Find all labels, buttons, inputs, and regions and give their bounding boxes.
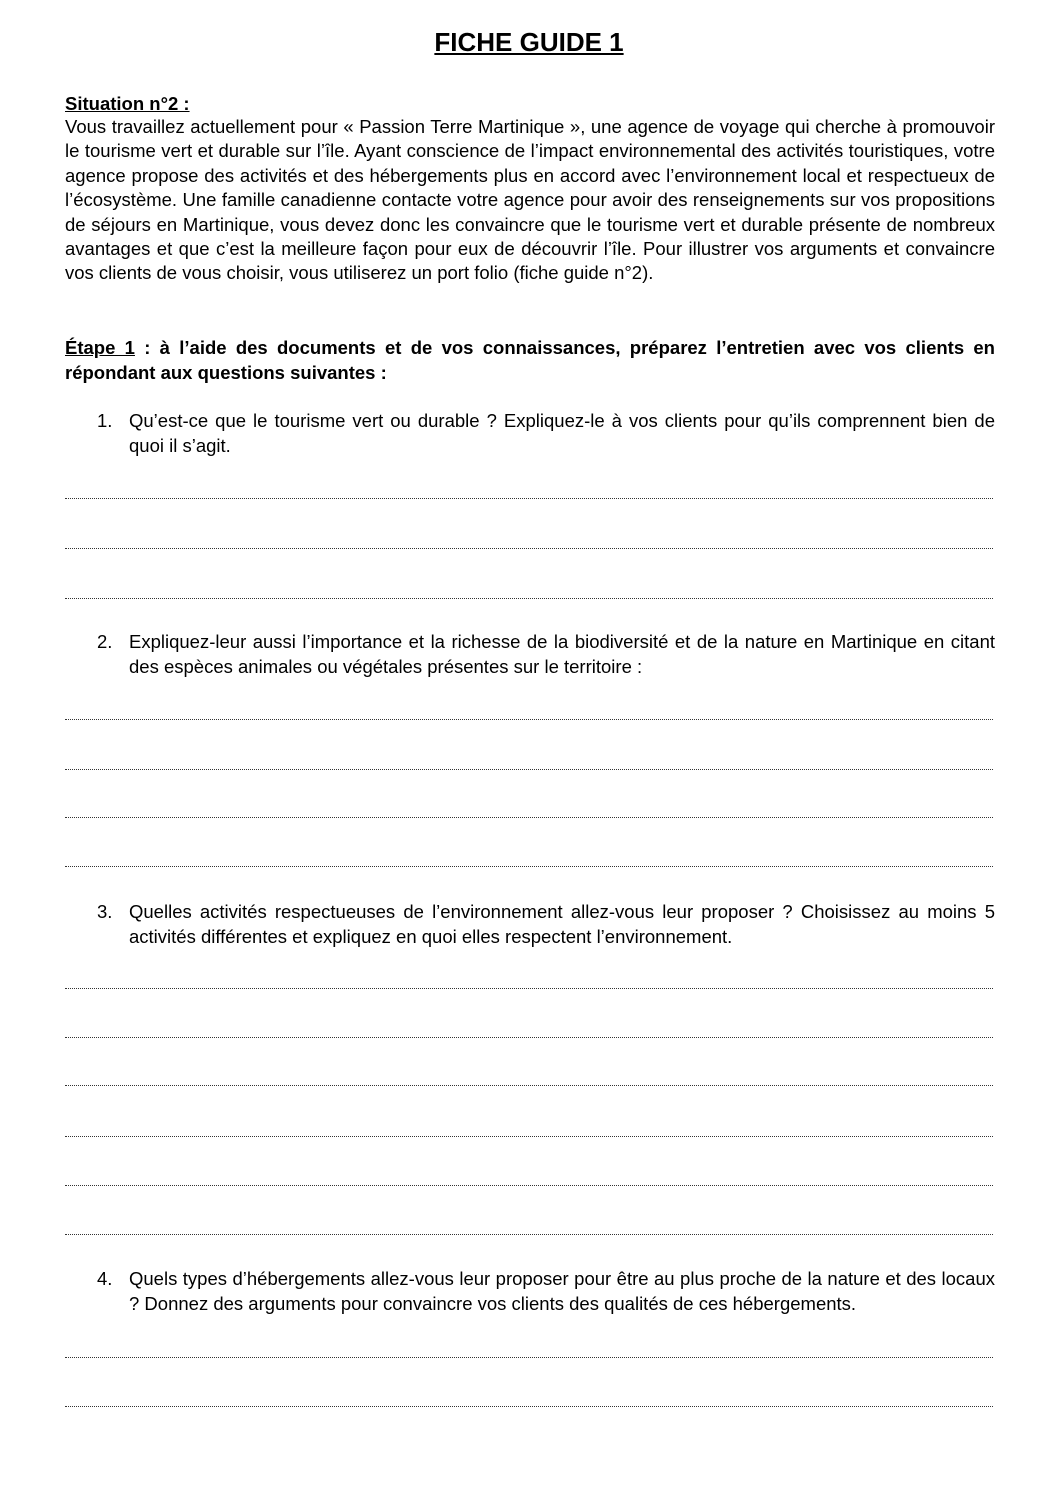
etape-text: : à l’aide des documents et de vos connaissances, préparez l’entretien avec vos clients en répondant aux questions suivantes : [65, 337, 995, 383]
answer-line[interactable] [65, 598, 993, 599]
answer-line[interactable] [65, 1357, 993, 1358]
situation-heading: Situation n°2 : [65, 93, 190, 114]
etape-label: Étape 1 [65, 337, 135, 358]
answer-line[interactable] [65, 498, 993, 499]
answer-line[interactable] [65, 1406, 993, 1407]
question-text: Qu’est-ce que le tourisme vert ou durable ? Expliquez-le à vos clients pour qu’ils comprennent bien de quoi il s’agit. [129, 410, 995, 456]
answer-line[interactable] [65, 817, 993, 818]
answer-line[interactable] [65, 719, 993, 720]
answer-line[interactable] [65, 1185, 993, 1186]
answer-line[interactable] [65, 548, 993, 549]
answer-line[interactable] [65, 1234, 993, 1235]
answer-line[interactable] [65, 1136, 993, 1137]
question-number: 2. [97, 631, 113, 652]
answer-line[interactable] [65, 866, 993, 867]
question-text: Expliquez-leur aussi l’importance et la richesse de la biodiversité et de la nature en Martinique en citant des espèces animales ou végétales présentes sur le territoire : [129, 631, 995, 677]
question-number: 3. [97, 901, 113, 922]
answer-line[interactable] [65, 769, 993, 770]
etape-instruction [65, 336, 995, 385]
question-number: 4. [97, 1268, 113, 1289]
answer-line[interactable] [65, 1037, 993, 1038]
answer-line[interactable] [65, 988, 993, 989]
question-text: Quels types d’hébergements allez-vous leur proposer pour être au plus proche de la nature et des locaux ? Donnez des arguments pour convaincre vos clients des qualités de ces hébergements. [129, 1268, 995, 1314]
question-3 [97, 900, 995, 949]
question-4 [97, 1267, 995, 1316]
question-text: Quelles activités respectueuses de l’environnement allez-vous leur proposer ? Choisissez au moins 5 activités différentes et expliquez en quoi elles respectent l’environnement. [129, 901, 995, 947]
situation-text: Vous travaillez actuellement pour « Passion Terre Martinique », une agence de voyage qui cherche à promouvoir le tourisme vert et durable sur l’île. Ayant conscience de l’impact environnemental des activités touristiques, votre agence propose des activités et des hébergements plus en accord avec l’environnement local et respectueux de l’écosystème. Une famille canadienne contacte votre agence pour avoir des renseignements sur vos propositions de séjours en Martinique, vous devez donc les convaincre que le tourisme vert et durable présente de nombreux avantages et que c’est la meilleure façon pour eux de découvrir l’île. Pour illustrer vos arguments et convaincre vos clients de vous choisir, vous utiliserez un port folio (fiche guide n°2). [65, 116, 995, 284]
answer-line[interactable] [65, 1085, 993, 1086]
question-number: 1. [97, 410, 113, 431]
question-2 [97, 630, 995, 679]
question-1 [97, 409, 995, 458]
page-title: FICHE GUIDE 1 [434, 27, 624, 57]
